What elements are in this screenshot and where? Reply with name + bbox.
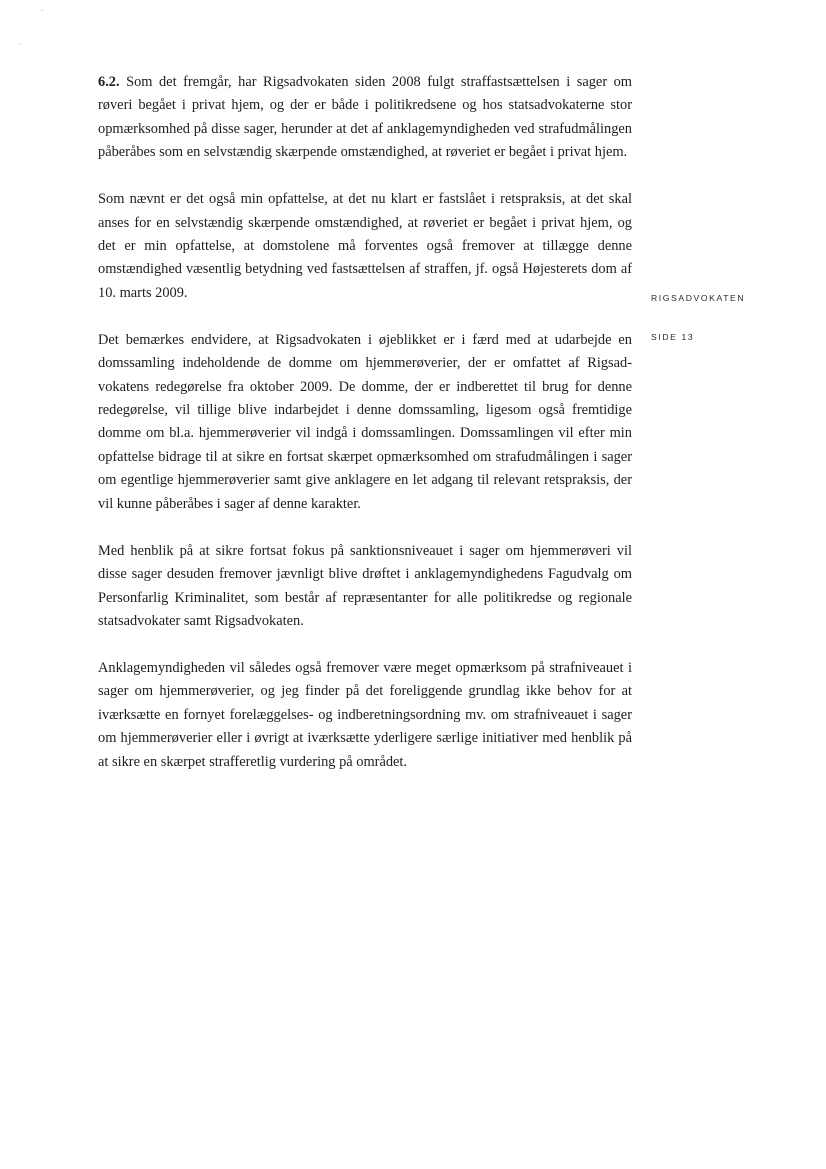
document-body <box>98 71 632 798</box>
paragraph: Anklagemyndigheden vil således også fremover være meget opmærksom på strafniveauet i sager om hjemmerøverier, og jeg finder på det foreliggende grundlag ikke behov for at iværksætte en fornyet forelæggelses- og indberetningsordning mv. om strafniveauet i sager om hjemmerøverier eller i øvrigt at iværksætte yderligere særlige initiativer med henblik på at sikre en skærpet strafferetlig vurdering på området. <box>98 659 632 770</box>
scan-mark-left: - <box>19 39 22 49</box>
paragraph-text: Som det fremgår, har Rigsadvokaten siden 2008 fulgt straffastsættelsen i sager om røveri begået i privat hjem, og der er både i politikredsene og hos statsadvokaterne stor opmærksomhed på disse sager, herunder at det af anklagemyndigheden ved strafudmålingen påberåbes som en selvstændig skærpende omstændighed, at røveriet er begået i privat hjem. <box>98 74 632 161</box>
paragraph-6-2 <box>98 71 632 165</box>
scan-mark-top: - <box>41 5 44 15</box>
sidebar-organization: RIGSADVOKATEN <box>651 293 746 303</box>
page-number: SIDE 13 <box>651 332 695 342</box>
paragraph: Med henblik på at sikre fortsat fokus på sanktionsniveauet i sager om hjemmerøveri vil disse sager desuden fremover jævnligt blive drøftet i anklagemyndighedens Fagudvalg om Personfarlig Kriminalitet, som består af repræsentanter for alle politikredse og regionale statsadvokater samt Rigsadvokaten. <box>98 542 632 629</box>
paragraph: Som nævnt er det også min opfattelse, at det nu klart er fastslået i retspraksis, at det skal anses for en selvstændig skærpende omstændighed, at røveriet er begået i privat hjem, og det er min opfattelse, at domstolene må forventes også fremover at tillægge denne omstændighed væsentlig betydning ved fastsættelsen af straffen, jf. også Højesterets dom af 10. marts 2009. <box>98 191 632 301</box>
section-number: 6.2. <box>98 74 120 90</box>
paragraph: Det bemærkes endvidere, at Rigsadvokaten i øjeblikket er i færd med at udarbejde en domssamling indeholdende de domme om hjemmerøverier, der er omfattet af Rigsadvokatens redegørelse fra oktober 2009. De domme, der er indberettet til brug for denne redegørelse, vil tillige blive indarbejdet i denne domssamling, ligesom også fremtidige domme om bl.a. hjemmerøverier vil indgå i domssamlingen. Domssamlingen vil efter min opfattelse bidrage til at sikre en fortsat skærpet opmærksomhed om strafudmålingen i sager om egentlige hjemmerøverier samt give anklagere en let adgang til relevant retspraksis, der vil kunne påberåbes i sager af denne karakter. <box>98 331 632 512</box>
